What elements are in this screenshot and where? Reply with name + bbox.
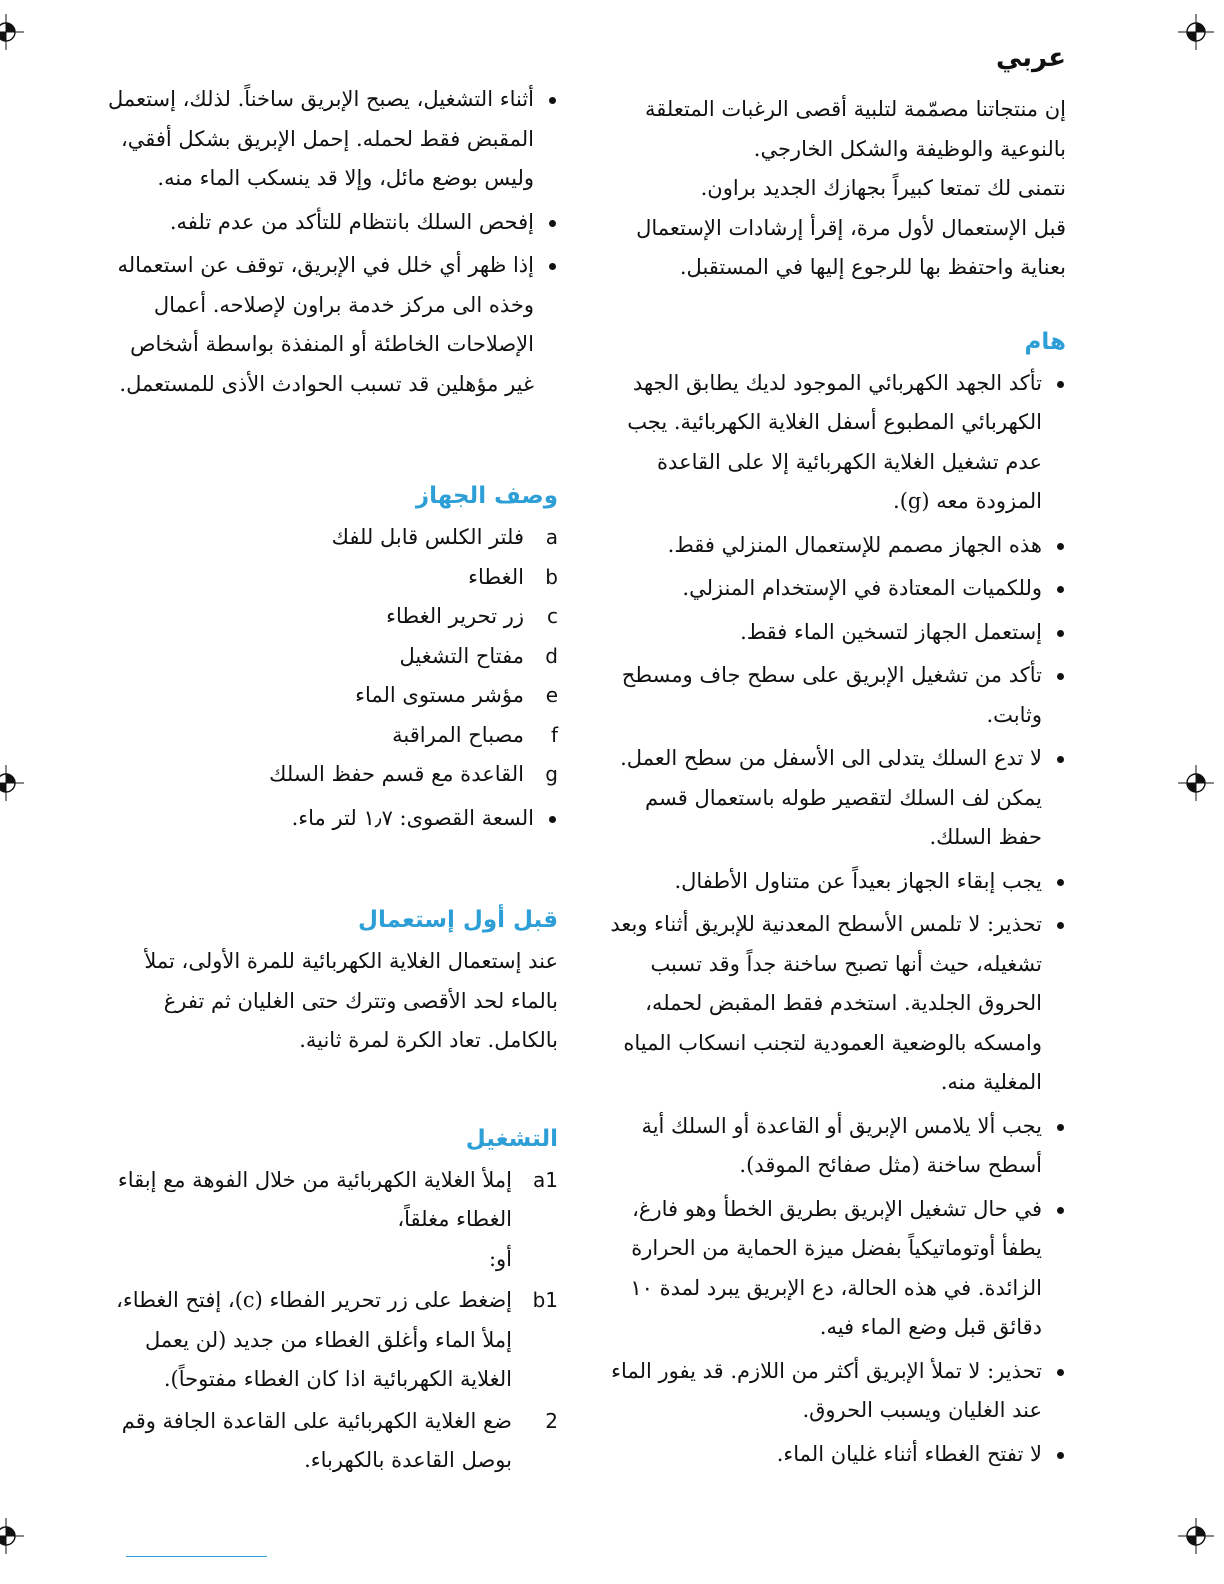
part-text: مفتاح التشغيل: [399, 643, 524, 668]
step-label: a1: [533, 1167, 558, 1192]
list-item: [96, 1402, 558, 1481]
part-label: f: [550, 722, 558, 747]
part-label: e: [545, 683, 558, 707]
step-label: 2: [545, 1408, 558, 1433]
step-text: ضع الغلاية الكهربائية على القاعدة الجافة وقم بوصل القاعدة بالكهرباء.: [121, 1408, 512, 1472]
list-item: تأكد الجهد الكهربائي الموجود لديك يطابق الجهد الكهربائي المطبوع أسفل الغلاية الكهربائية. يجب عدم تشغيل الغلاية الكهربائية إلا على القاعدة المزودة معه (g).: [600, 364, 1066, 522]
registration-mark-icon: [1178, 1518, 1214, 1554]
list-item: يجب إبقاء الجهاز بعيداً عن متناول الأطفال.: [600, 862, 1066, 902]
part-text: فلتر الكلس قابل للفك: [331, 525, 524, 549]
list-item: [96, 755, 558, 795]
list-item: [96, 1161, 558, 1280]
capacity-list: [96, 799, 558, 839]
list-item: يجب ألا يلامس الإبريق أو القاعدة أو السلك أية أسطح ساخنة (مثل صفائح الموقد).: [600, 1107, 1066, 1186]
list-item: لا تفتح الغطاء أثناء غليان الماء.: [600, 1435, 1066, 1475]
intro-paragraph: إن منتجاتنا مصمّمة لتلبية أقصى الرغبات المتعلقة بالنوعية والوظيفة والشكل الخارجي.: [645, 97, 1066, 161]
list-item: [96, 518, 558, 558]
description-heading: وصف الجهاز: [415, 483, 558, 509]
list-item: إستعمل الجهاز لتسخين الماء فقط.: [600, 613, 1066, 653]
part-text: زر تحرير الغطاء: [386, 604, 524, 628]
registration-mark-icon: [1178, 14, 1214, 50]
step-text: إملأ الغلاية الكهربائية من خلال الفوهة مع إبقاء الغطاء مغلقاً،: [117, 1167, 512, 1231]
list-item: تحذير: لا تملأ الإبريق أكثر من اللازم. قد يفور الماء عند الغليان ويسبب الحروق.: [600, 1352, 1066, 1431]
list-item: [96, 558, 558, 598]
part-text: مصباح المراقبة: [392, 722, 524, 747]
footer-rule: [126, 1556, 267, 1557]
capacity-item: السعة القصوى: ١٫٧ لتر ماء.: [96, 799, 558, 839]
part-label: g: [545, 762, 558, 786]
part-text: القاعدة مع قسم حفظ السلك: [269, 762, 524, 786]
list-item: تأكد من تشغيل الإبريق على سطح جاف ومسطح وثابت.: [600, 656, 1066, 735]
operation-steps: [96, 1161, 558, 1481]
list-item: في حال تشغيل الإبريق بطريق الخطأ وهو فارغ، يطفأ أوتوماتيكياً بفضل ميزة الحماية من الحرارة الزائدة. في هذه الحالة، دع الإبريق يبرد لمدة ١٠ دقائق قبل وضع الماء فيه.: [600, 1190, 1066, 1348]
part-label: a: [545, 525, 558, 549]
operation-heading: التشغيل: [465, 1125, 558, 1152]
registration-mark-icon: [0, 14, 24, 50]
continued-safety-list: [96, 80, 558, 404]
registration-mark-icon: [0, 765, 24, 801]
part-text: مؤشر مستوى الماء: [355, 683, 524, 707]
part-label: b: [545, 564, 558, 589]
list-item: [96, 637, 558, 677]
list-item: [96, 597, 558, 637]
left-column: [96, 80, 558, 1483]
list-item: لا تدع السلك يتدلى الى الأسفل من سطح العمل. يمكن لف السلك لتقصير طوله باستعمال قسم حفظ السلك.: [600, 739, 1066, 858]
part-text: الغطاء: [468, 564, 524, 589]
list-item: هذه الجهاز مصمم للإستعمال المنزلي فقط.: [600, 526, 1066, 566]
part-label: d: [545, 643, 558, 668]
registration-mark-icon: [1178, 765, 1214, 801]
before-first-use-text: عند إستعمال الغلاية الكهربائية للمرة الأولى، تملأ بالماء لحد الأقصى وتترك حتى الغليان ثم تفرغ بالكامل. تعاد الكرة لمرة ثانية.: [144, 949, 558, 1052]
language-label: عربي: [995, 43, 1066, 73]
list-item: أثناء التشغيل، يصبح الإبريق ساخناً. لذلك، إستعمل المقبض فقط لحمله. إحمل الإبريق بشكل أفقي، وليس بوضع مائل، وإلا قد ينسكب الماء منه.: [96, 80, 558, 199]
list-item: [96, 676, 558, 716]
part-label: c: [547, 604, 558, 628]
list-item: تحذير: لا تلمس الأسطح المعدنية للإبريق أثناء وبعد تشغيله، حيث أنها تصبح ساخنة جداً وقد تسبب الحروق الجلدية. استخدم فقط المقبض لحمله، وامسكه بالوضعية العمودية لتجنب انسكاب المياه المغلية منه.: [600, 905, 1066, 1103]
step-extra: أو:: [488, 1246, 512, 1271]
step-label: b1: [532, 1288, 558, 1312]
important-heading: هام: [1024, 328, 1066, 355]
list-item: إفحص السلك بانتظام للتأكد من عدم تلفه.: [96, 203, 558, 243]
list-item: [96, 1281, 558, 1400]
parts-list: [96, 518, 558, 795]
intro-paragraph: قبل الإستعمال لأول مرة، إقرأ إرشادات الإستعمال بعناية واحتفظ بها للرجوع إليها في المستقبل.: [636, 215, 1066, 279]
right-column: [600, 36, 1066, 1478]
list-item: [96, 716, 558, 756]
before-first-use-heading: قبل أول إستعمال: [357, 907, 558, 933]
registration-mark-icon: [0, 1518, 24, 1554]
list-item: وللكميات المعتادة في الإستخدام المنزلي.: [600, 569, 1066, 609]
intro-paragraph: نتمنى لك تمتعا كبيراً بجهازك الجديد براون.: [700, 176, 1066, 200]
step-text: إضغط على زر تحرير الفطاء (c)، إفتح الغطاء، إملأ الماء وأغلق الغطاء من جديد (لن يعمل الغلاية الكهربائية اذا كان الغطاء مفتوحاً).: [116, 1288, 512, 1391]
important-list: [600, 364, 1066, 1475]
list-item: إذا ظهر أي خلل في الإبريق، توقف عن استعماله وخذه الى مركز خدمة براون لإصلاحه. أعمال الإصلاحات الخاطئة أو المنفذة بواسطة أشخاص غير مؤهلين قد تسبب الحوادث الأذى للمستعمل.: [96, 246, 558, 404]
